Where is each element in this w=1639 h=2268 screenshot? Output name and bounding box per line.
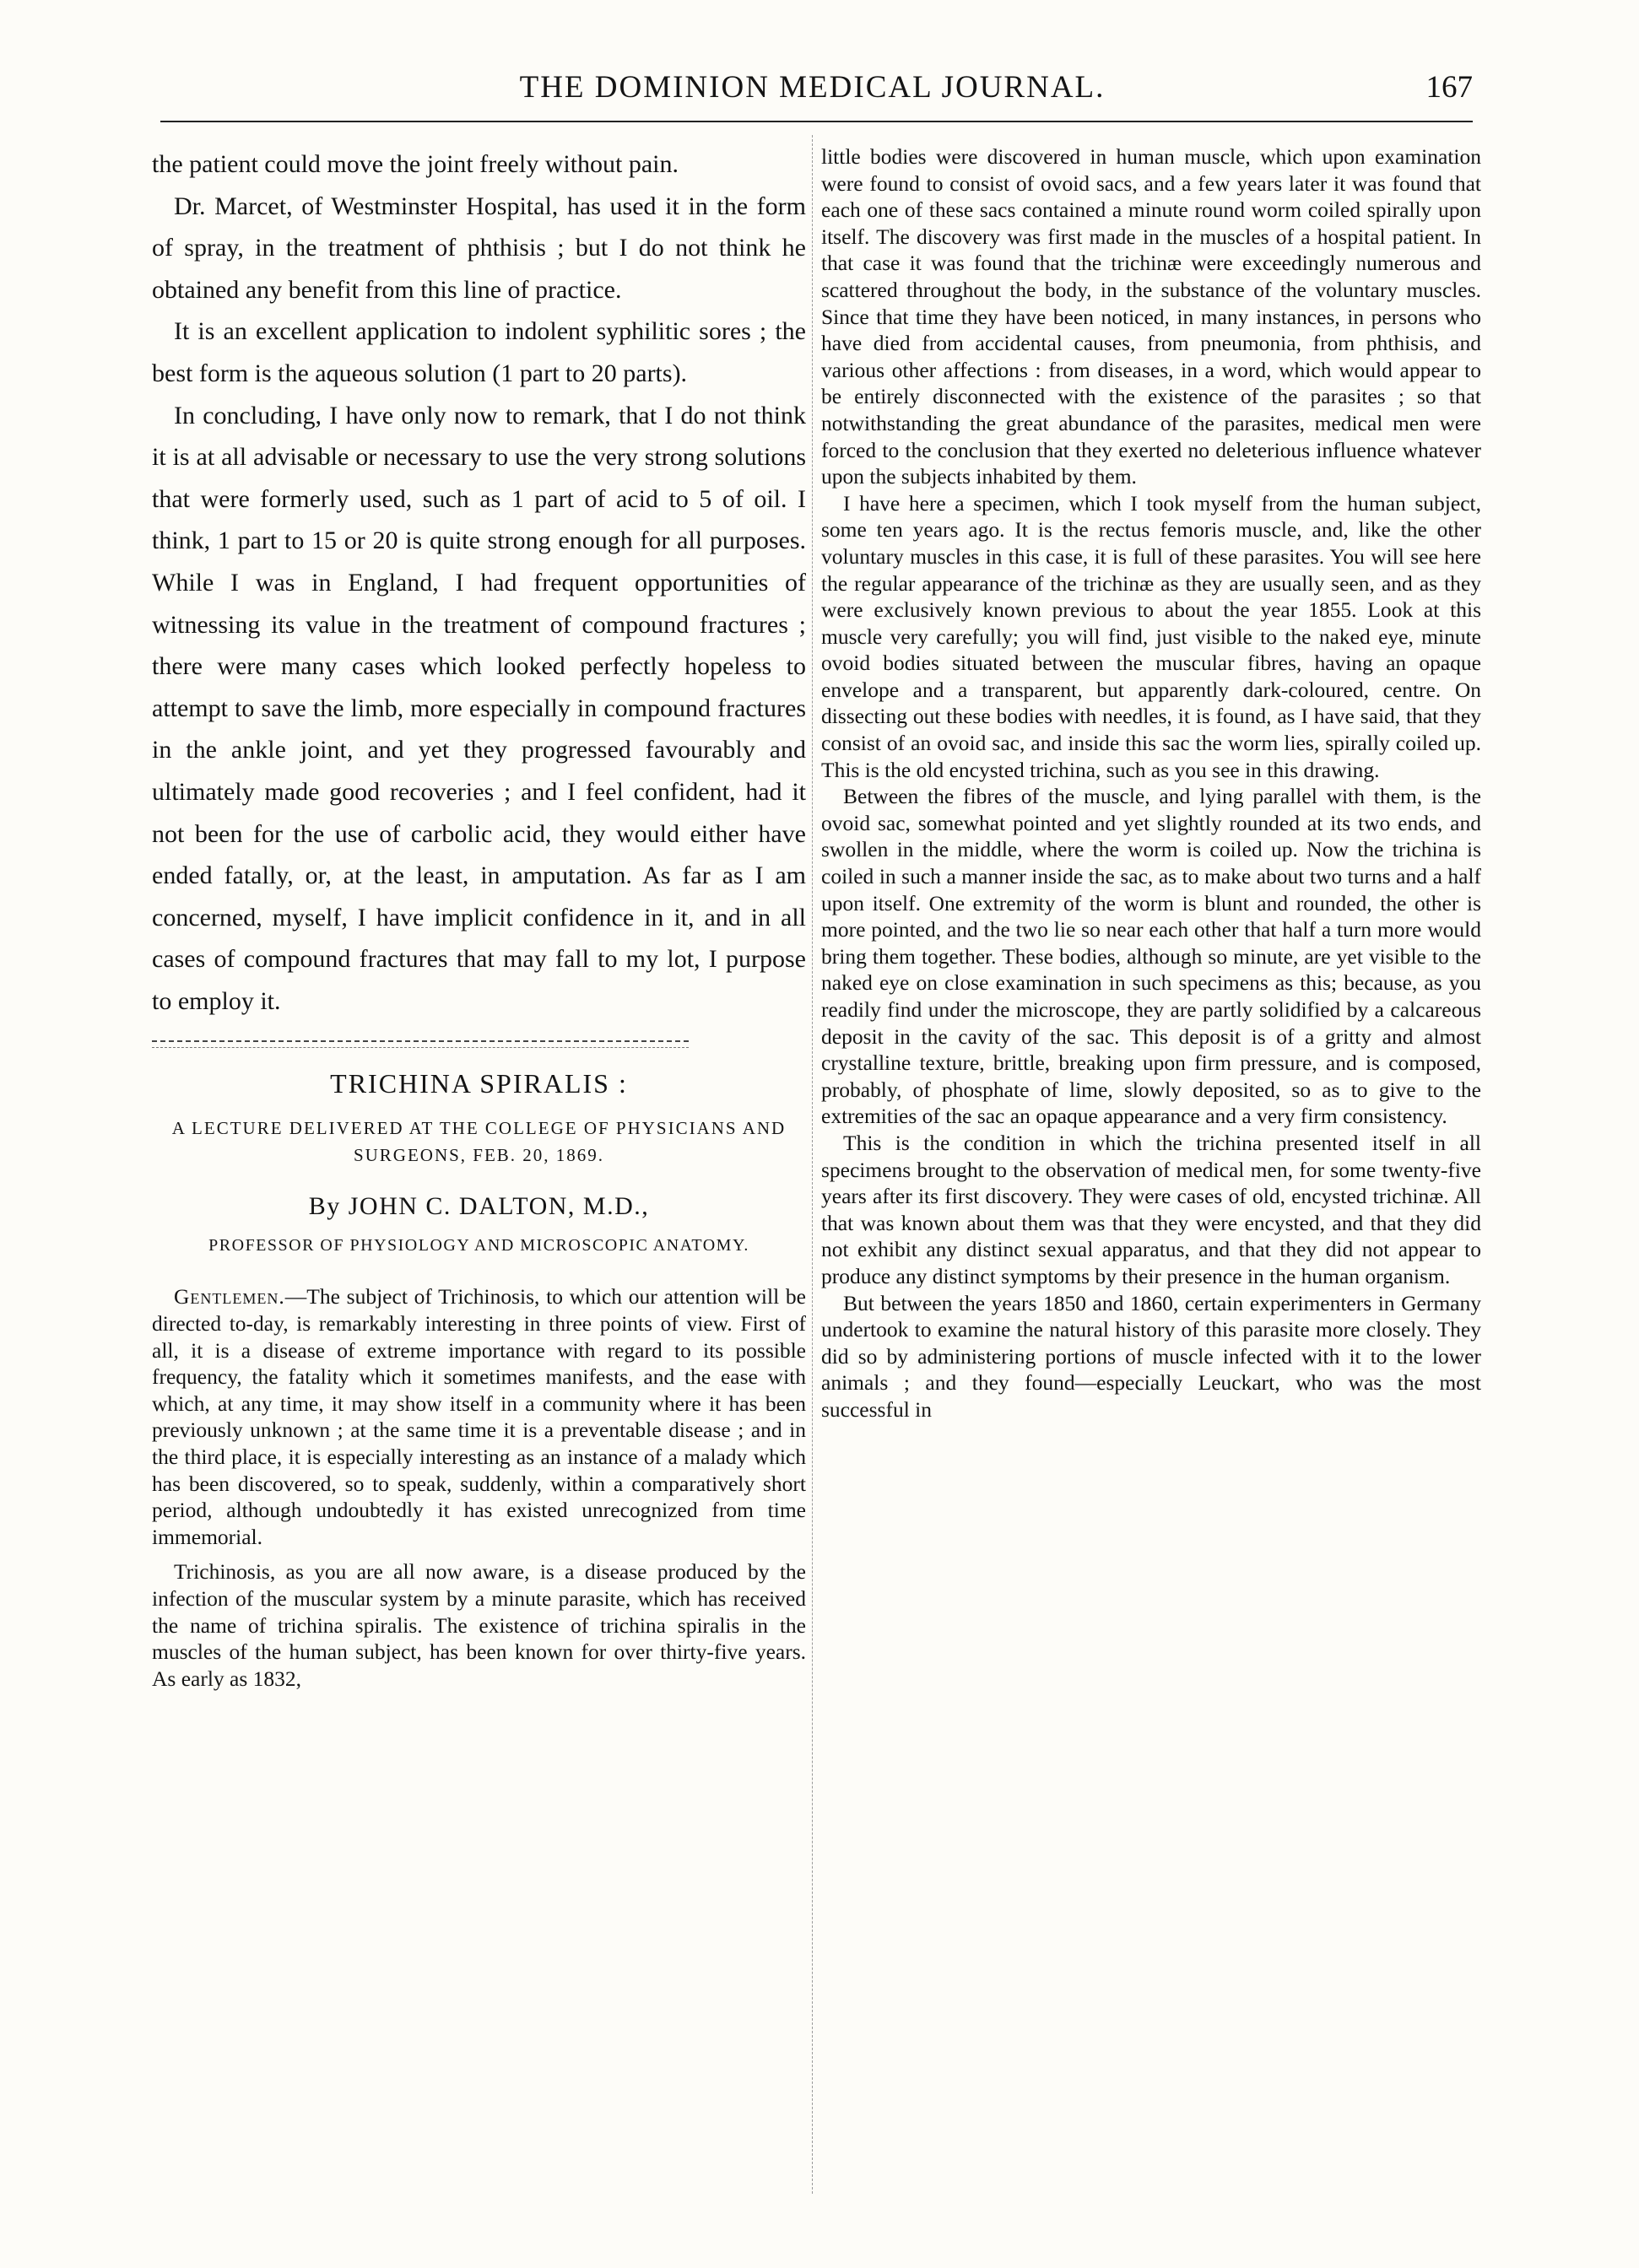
paragraph: It is an excellent application to indolent syphilitic sores ; the best form is the aqueous solution (1 part to 20 parts). (152, 317, 806, 387)
left-column (152, 143, 806, 1692)
article-title: TRICHINA SPIRALIS : (330, 1068, 628, 1099)
article-subtitle: A LECTURE DELIVERED AT THE COLLEGE OF PHYSICIANS AND SURGEONS, FEB. 20, 1869. (171, 1118, 787, 1166)
paragraph: Dr. Marcet, of Westminster Hospital, has used it in the form of spray, in the treatment of phthisis ; but I do not think he obtained any benefit from this line of practice. (152, 192, 806, 304)
lead-word: Gentlemen. (174, 1284, 285, 1310)
continued-text (152, 143, 806, 1022)
right-column (821, 143, 1481, 1423)
paragraph: the patient could move the joint freely without pain. (152, 150, 679, 178)
paragraph: In concluding, I have only now to remark, that I do not think it is at all advisable or necessary to use the very strong solutions that were formerly used, such as 1 part of acid to 5 of oil. I think, 1 part to 15 or 20 is quite strong enough for all purposes. While I was in England, I had frequent opportunities of witnessing its value in the treatment of compound fractures ; there were many cases which looked perfectly hopeless to attempt to save the limb, more especially in compound fractures in the ankle joint, and yet they progressed favourably and ultimately made good recoveries ; and I feel confident, had it not been for the use of carbolic acid, they would either have ended fatally, or, at the least, in amputation. As far as I am concerned, myself, I have implicit confidence in it, and in all cases of compound fractures that may fall to my lot, I purpose to employ it. (152, 401, 806, 1015)
header-rule (160, 121, 1473, 122)
article-byline: By JOHN C. DALTON, M.D., (308, 1192, 650, 1221)
paragraph: I have here a specimen, which I took myself from the human subject, some ten years ago. It is the rectus femoris muscle, and, like the other voluntary muscles in this case, it is full of these parasites. You will see here the regular appearance of the trichinæ as they are usually seen, and as they were exclusively known previous to about the year 1855. Look at this muscle very carefully; you will find, just visible to the naked eye, minute ovoid bodies situated between the muscular fibres, having an opaque envelope and a transparent, but apparently dark-coloured, centre. On dissecting out these bodies with needles, it is found, as I have said, that they consist of an ovoid sac, and inside this sac the worm lies, spirally coiled up. This is the old encysted trichina, such as you see in this drawing. (821, 490, 1481, 782)
paragraph (152, 1283, 806, 1550)
paragraph: But between the years 1850 and 1860, certain experimenters in Germany undertook to examine the natural history of this parasite more closely. They did so by administering portions of muscle infected with it to the lower animals ; and they found—especially Leuckart, who was the most successful in (821, 1290, 1481, 1422)
paragraph: Trichinosis, as you are all now aware, is a disease produced by the infection of the muscular system by a minute parasite, which has received the name of trichina spiralis. The existence of trichina spiralis in the muscles of the human subject, has been known for over thirty-five years. As early as 1832, (152, 1559, 806, 1691)
author-affiliation: PROFESSOR OF PHYSIOLOGY AND MICROSCOPIC ANATOMY. (208, 1236, 749, 1256)
page-header (152, 69, 1473, 116)
article (152, 1068, 806, 1692)
paragraph: Between the fibres of the muscle, and lying parallel with them, is the ovoid sac, somewhat pointed and yet slightly rounded at its two ends, and swollen in the middle, where the worm is coiled up. Now the trichina is coiled in such a manner inside the sac, as to make about two turns and a half upon itself. One extremity of the worm is blunt and rounded, the other is more pointed, and the two lie so near each other that half a turn more would bring them together. These bodies, although so minute, are yet visible to the naked eye on close examination in such specimens as this; because, as you readily find under the microscope, they are partly solidified by a calcareous deposit in the cavity of the sac. This deposit is of a gritty and almost crystalline texture, brittle, breaking upon firm pressure, and is composed, probably, of phosphate of lime, slowly deposited, so as to give to the extremities of the sac an opaque appearance and a very firm consistency. (821, 784, 1481, 1129)
section-divider (152, 1040, 689, 1048)
running-title: THE DOMINION MEDICAL JOURNAL. (519, 70, 1106, 105)
page-number: 167 (1425, 70, 1473, 105)
paragraph: This is the condition in which the trichina presented itself in all specimens brought to the observation of medical men, for some twenty-five years after its first discovery. They were cases of old, encysted trichinæ. All that was known about them was that they were encysted, and that they did not exhibit any distinct sexual apparatus, and that they did not appear to produce any distinct symptoms by their presence in the human organism. (821, 1130, 1481, 1288)
paragraph-text: —The subject of Trichinosis, to which our attention will be directed to-day, is remarkably interesting in three points of view. First of all, it is a disease of extreme importance with regard to its possible frequency, the fatality which it sometimes manifests, and the ease with which, at any time, it may show itself in a community where it has been previously unknown ; at the same time it is a preventable disease ; and in the third place, it is especially interesting as an instance of a malady which has been discovered, so to speak, suddenly, within a comparatively short period, although undoubtedly it has existed unrecognized from time immemorial. (152, 1284, 806, 1549)
column-divider (812, 135, 813, 2194)
paragraph: little bodies were discovered in human muscle, which upon examination were found to consist of ovoid sacs, and a few years later it was found that each one of these sacs contained a minute round worm coiled spirally upon itself. The discovery was first made in the muscles of a hospital patient. In that case it was found that the trichinæ were exceedingly numerous and scattered throughout the body, in the substance of the voluntary muscles. Since that time they have been noticed, in many instances, in persons who have died from accidental causes, from pneumonia, from phthisis, and various other affections : from diseases, in a word, which would appear to be entirely disconnected with the existence of the parasites ; so that notwithstanding the great abundance of the parasites, medical men were forced to the conclusion that they exerted no deleterious influence whatever upon the subjects inhabited by them. (821, 144, 1481, 489)
article-body (152, 1283, 806, 1692)
